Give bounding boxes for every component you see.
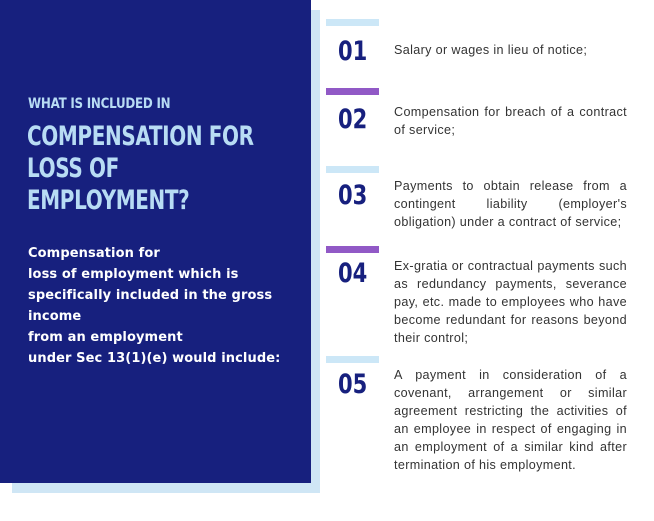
item-text: Ex-gratia or contractual payments such as redundancy payments, severance pay, etc. made to employees who have become redundant for reasons beyond their control; xyxy=(394,259,627,345)
intro-line: loss of employment which is xyxy=(28,267,239,282)
item-accent-bar xyxy=(326,88,379,95)
item-text: A payment in consideration of a covenant, arrangement or similar agreement restricting the activities of an employee in respect of engaging in an employment of a similar kind after termination of his employment. xyxy=(394,368,627,472)
panel-intro xyxy=(28,243,298,369)
item-number: 05 xyxy=(338,369,368,400)
panel-heading xyxy=(27,121,254,217)
intro-line: income xyxy=(28,309,82,324)
item-text: Salary or wages in lieu of notice; xyxy=(394,43,588,57)
intro-line: from an employment xyxy=(28,330,183,345)
item-text: Compensation for breach of a contract of service; xyxy=(394,105,627,137)
intro-line: under Sec 13(1)(e) would include: xyxy=(28,351,281,366)
item-accent-bar xyxy=(326,166,379,173)
heading-line: LOSS OF xyxy=(27,153,119,184)
panel-kicker: WHAT IS INCLUDED IN xyxy=(28,96,171,112)
item-accent-bar xyxy=(326,19,379,26)
item-number: 04 xyxy=(338,258,368,289)
intro-line: specifically included in the gross xyxy=(28,288,273,303)
item-accent-bar xyxy=(326,246,379,253)
item-accent-bar xyxy=(326,356,379,363)
heading-line: COMPENSATION FOR xyxy=(27,121,254,152)
item-text: Payments to obtain release from a contingent liability (employer's obligation) under a contract of service; xyxy=(394,179,627,229)
item-number: 03 xyxy=(338,180,368,211)
item-number: 01 xyxy=(338,36,368,67)
item-number: 02 xyxy=(338,104,368,135)
intro-line: Compensation for xyxy=(28,246,160,261)
heading-line: EMPLOYMENT? xyxy=(27,185,190,216)
left-panel xyxy=(0,0,311,483)
